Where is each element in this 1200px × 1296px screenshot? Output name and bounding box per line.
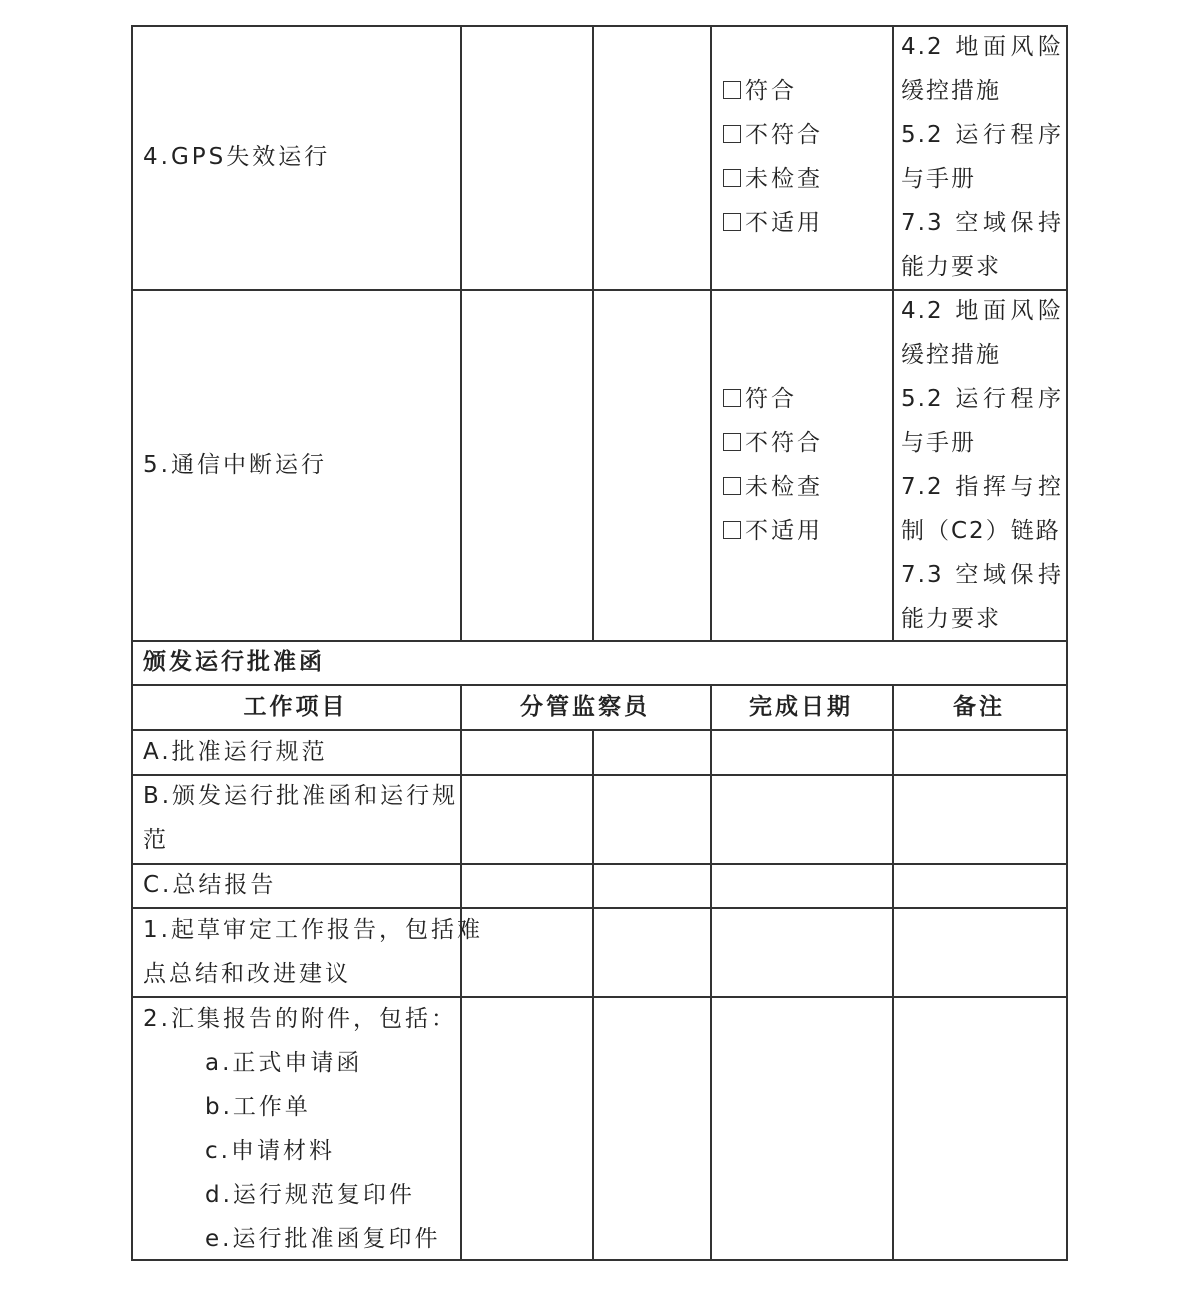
- option-comply[interactable]: 符合: [723, 377, 797, 421]
- item-gps-failure: 4.GPS失效运行: [143, 144, 331, 170]
- checkbox-icon[interactable]: [723, 389, 741, 407]
- task-draft-report-cont: 点总结和改进建议: [143, 961, 351, 987]
- compliance-options-gps: [723, 69, 883, 245]
- references-gps: [901, 25, 1063, 289]
- item-comm-loss: 5.通信中断运行: [143, 452, 327, 478]
- compliance-options-comm: [723, 377, 883, 553]
- checkbox-icon[interactable]: [723, 477, 741, 495]
- section-title: 颁发运行批准函: [143, 649, 325, 675]
- attachment-item: b.工作单: [205, 1094, 311, 1120]
- task-draft-report: 1.起草审定工作报告，包括难: [143, 917, 483, 943]
- header-completion-date: 完成日期: [749, 694, 853, 720]
- col-divider: [592, 25, 594, 641]
- col-divider: [460, 729, 462, 1261]
- reference-line: 缓控措施: [901, 342, 1001, 368]
- task-issue-approval-cont: 范: [143, 827, 169, 853]
- option-not-applicable[interactable]: 不适用: [723, 201, 823, 245]
- references-comm: [901, 289, 1063, 641]
- checkbox-icon[interactable]: [723, 433, 741, 451]
- reference-line: 与手册: [901, 430, 976, 456]
- attachment-item: e.运行批准函复印件: [205, 1226, 441, 1252]
- col-divider: [710, 729, 712, 1261]
- table-border-left: [131, 25, 133, 1261]
- col-divider: [710, 25, 712, 641]
- checkbox-icon[interactable]: [723, 169, 741, 187]
- task-approve-opspec: A.批准运行规范: [143, 739, 328, 765]
- attachment-item: c.申请材料: [205, 1138, 335, 1164]
- reference-line: 能力要求: [901, 606, 1001, 632]
- option-not-applicable[interactable]: 不适用: [723, 509, 823, 553]
- reference-line: 制（C2）链路: [901, 518, 1061, 544]
- reference-line: 与手册: [901, 166, 976, 192]
- reference-line: 7.3 空域保持: [901, 210, 1063, 236]
- header-work-item: 工作项目: [243, 694, 348, 720]
- task-summary-report: C.总结报告: [143, 872, 277, 898]
- option-not-comply[interactable]: 不符合: [723, 113, 823, 157]
- checkbox-icon[interactable]: [723, 125, 741, 143]
- header-inspector: 分管监察员: [520, 694, 650, 720]
- option-not-checked[interactable]: 未检查: [723, 157, 823, 201]
- checkbox-icon[interactable]: [723, 81, 741, 99]
- reference-line: 4.2 地面风险: [901, 34, 1063, 60]
- reference-line: 能力要求: [901, 254, 1001, 280]
- option-not-checked[interactable]: 未检查: [723, 465, 823, 509]
- task-collect-attachments: 2.汇集报告的附件，包括：: [143, 1006, 457, 1032]
- attachment-item: d.运行规范复印件: [205, 1182, 415, 1208]
- reference-line: 4.2 地面风险: [901, 298, 1063, 324]
- col-divider: [592, 729, 594, 1261]
- reference-line: 缓控措施: [901, 78, 1001, 104]
- task-issue-approval: B.颁发运行批准函和运行规: [143, 783, 459, 809]
- header-remarks: 备注: [953, 694, 1005, 720]
- checklist-table: [131, 25, 1068, 1261]
- table-border-right: [1066, 25, 1068, 1261]
- reference-line: 5.2 运行程序: [901, 122, 1063, 148]
- reference-line: 7.2 指挥与控: [901, 474, 1063, 500]
- reference-line: 5.2 运行程序: [901, 386, 1063, 412]
- option-not-comply[interactable]: 不符合: [723, 421, 823, 465]
- option-comply[interactable]: 符合: [723, 69, 797, 113]
- col-divider: [892, 729, 894, 1261]
- attachment-item: a.正式申请函: [205, 1050, 363, 1076]
- col-divider: [892, 25, 894, 641]
- reference-line: 7.3 空域保持: [901, 562, 1063, 588]
- checkbox-icon[interactable]: [723, 213, 741, 231]
- col-divider: [460, 25, 462, 641]
- checkbox-icon[interactable]: [723, 521, 741, 539]
